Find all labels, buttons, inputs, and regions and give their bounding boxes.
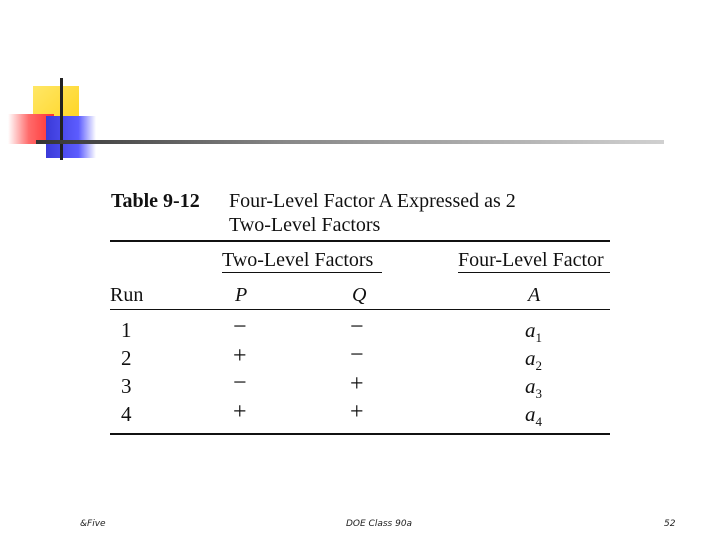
group-rule-four-level — [458, 272, 610, 273]
table-cell-run: 1 — [121, 318, 132, 342]
page-number: 52 — [664, 519, 676, 529]
table-cell-p: − — [233, 314, 247, 340]
table-top-rule — [110, 240, 610, 242]
group-header-four-level: Four-Level Factor — [458, 249, 604, 271]
table-cell-a-var: a — [525, 346, 536, 370]
table-cell-a-sub: 1 — [535, 330, 542, 346]
table-cell-a — [525, 346, 542, 374]
table-cell-a-sub: 4 — [535, 414, 542, 430]
title-divider-line — [36, 140, 664, 144]
table-cell-run: 3 — [121, 374, 132, 398]
column-header-a: A — [528, 284, 541, 306]
table-cell-q: − — [350, 314, 364, 340]
table-title-line1: Four-Level Factor A Expressed as 2 — [229, 190, 516, 212]
footer-center-text: DOE Class 90a — [346, 519, 413, 529]
group-rule-two-level — [222, 272, 382, 273]
group-header-two-level: Two-Level Factors — [222, 249, 374, 271]
column-header-p: P — [235, 284, 248, 306]
table-cell-q: + — [350, 371, 364, 397]
table-cell-q: − — [350, 342, 364, 368]
table-cell-a-sub: 3 — [535, 386, 542, 402]
table-cell-p: − — [233, 370, 247, 396]
table-cell-p: + — [233, 399, 247, 425]
table-cell-p: + — [233, 343, 247, 369]
table-title-line2: Two-Level Factors — [229, 214, 381, 236]
decor-blue-square — [46, 116, 96, 158]
table-cell-a-sub: 2 — [535, 358, 542, 374]
footer-left-text: &Five — [80, 519, 106, 529]
table-cell-a-var: a — [525, 374, 536, 398]
table-label: Table 9-12 — [111, 190, 200, 212]
table-cell-run: 4 — [121, 402, 132, 426]
column-header-run: Run — [110, 284, 144, 306]
table-cell-a-var: a — [525, 402, 536, 426]
column-header-q: Q — [352, 284, 367, 306]
table-cell-a — [525, 318, 542, 346]
decor-vertical-line — [60, 78, 63, 160]
table-bottom-rule — [110, 433, 610, 435]
table-cell-a — [525, 374, 542, 402]
header-bottom-rule — [110, 309, 610, 310]
table-cell-run: 2 — [121, 346, 132, 370]
table-cell-a-var: a — [525, 318, 536, 342]
table-cell-a — [525, 402, 542, 430]
table-cell-q: + — [350, 399, 364, 425]
